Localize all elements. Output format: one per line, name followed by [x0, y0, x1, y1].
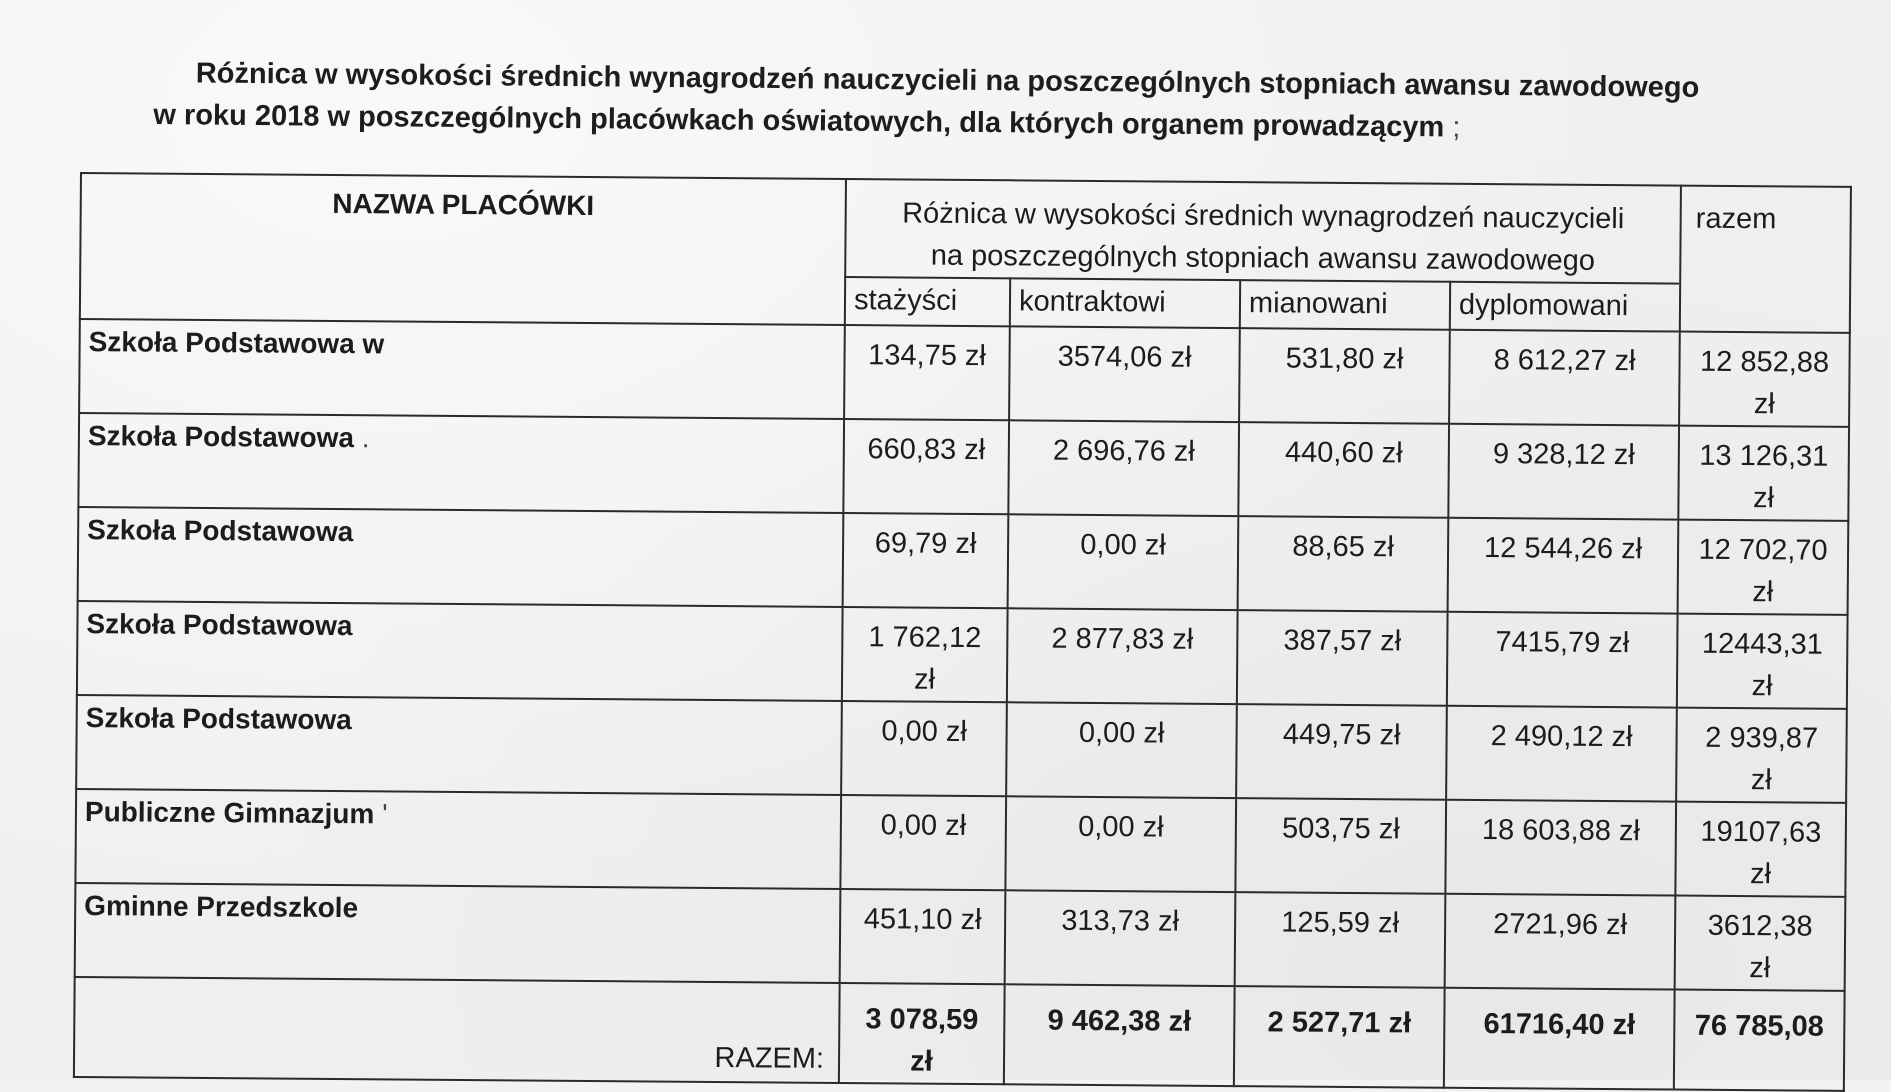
value-stazysci-amount: 1 762,12	[868, 621, 982, 655]
institution-name	[78, 413, 844, 513]
total-stazysci-amount: 3 078,59	[865, 1003, 979, 1037]
header-group	[845, 179, 1681, 284]
institution-name	[75, 789, 841, 889]
institution-name-text: Szkoła Podstawowa	[87, 420, 355, 454]
table-row	[76, 695, 1847, 803]
value-razem-currency: zł	[1749, 952, 1771, 985]
document-title	[149, 52, 1790, 152]
total-razem: 76 785,08	[1674, 990, 1845, 1091]
value-dyplomowani: 2 490,12 zł	[1446, 706, 1677, 802]
value-dyplomowani: 7415,79 zł	[1447, 612, 1678, 708]
title-line-2-text: w roku 2018 w poszczególnych placówkach oświatowych, dla których organem prowadzącym	[153, 99, 1445, 144]
value-razem	[1675, 802, 1846, 897]
header-razem: razem	[1680, 186, 1851, 333]
institution-name-mark: '	[382, 798, 388, 830]
value-razem-amount: 12 702,70	[1698, 533, 1828, 567]
value-razem-amount: 19107,63	[1700, 815, 1822, 849]
value-kontraktowi: 0,00 zł	[1005, 796, 1236, 892]
table-row	[78, 507, 1849, 615]
header-group-line-2: na poszczególnych stopniach awansu zawodowego	[930, 239, 1596, 277]
value-razem	[1678, 426, 1849, 521]
value-mianowani: 387,57 zł	[1237, 610, 1448, 706]
value-dyplomowani: 2721,96 zł	[1445, 894, 1676, 990]
value-mianowani: 449,75 zł	[1236, 704, 1447, 800]
value-razem	[1675, 896, 1846, 991]
institution-name: Gminne Przedszkole	[75, 883, 841, 983]
value-razem-currency: zł	[1749, 858, 1772, 891]
table-row	[79, 319, 1850, 427]
title-line-1: Różnica w wysokości średnich wynagrodzeń nauczycieli na poszczególnych stopniach awansu zawodowego	[195, 57, 1700, 104]
header-kontraktowi: kontraktowi	[1010, 278, 1240, 328]
header-mianowani: mianowani	[1240, 280, 1450, 330]
institution-name: Szkoła Podstawowa	[77, 601, 843, 701]
table-row	[75, 883, 1846, 991]
value-dyplomowani: 18 603,88 zł	[1445, 800, 1676, 896]
value-mianowani: 88,65 zł	[1238, 516, 1449, 612]
value-mianowani: 125,59 zł	[1235, 892, 1446, 988]
value-kontraktowi: 3574,06 zł	[1009, 326, 1240, 422]
value-razem-amount: 2 939,87	[1705, 721, 1819, 755]
value-razem-currency: zł	[1751, 670, 1773, 703]
table-row	[77, 601, 1848, 709]
header-institution-name: NAZWA PLACÓWKI	[80, 173, 846, 325]
value-razem-currency: zł	[1752, 576, 1774, 609]
header-dyplomowani: dyplomowani	[1450, 282, 1680, 332]
value-razem-amount: 13 126,31	[1699, 439, 1829, 473]
value-razem	[1679, 332, 1850, 427]
value-razem	[1677, 614, 1848, 709]
institution-name: Szkoła Podstawowa w	[79, 319, 845, 419]
value-stazysci: 451,10 zł	[840, 889, 1006, 984]
title-line-2-mark: ;	[1452, 111, 1461, 144]
totals-label: RAZEM:	[74, 977, 840, 1083]
value-kontraktowi: 2 696,76 zł	[1008, 420, 1239, 516]
header-stazysci: stażyści	[845, 277, 1010, 326]
total-stazysci-currency: zł	[910, 1045, 933, 1078]
value-dyplomowani: 8 612,27 zł	[1449, 330, 1680, 426]
value-kontraktowi: 0,00 zł	[1006, 702, 1237, 798]
value-stazysci-currency: zł	[913, 663, 936, 696]
table-header-row	[80, 173, 1851, 285]
value-razem-amount: 3612,38	[1707, 909, 1813, 943]
value-kontraktowi: 2 877,83 zł	[1007, 608, 1238, 704]
table-row	[78, 413, 1849, 521]
value-razem-currency: zł	[1750, 764, 1772, 797]
value-stazysci: 0,00 zł	[841, 701, 1007, 796]
value-mianowani: 503,75 zł	[1235, 798, 1446, 894]
value-stazysci: 69,79 zł	[843, 513, 1009, 608]
total-stazysci	[839, 983, 1005, 1084]
value-razem-currency: zł	[1753, 388, 1775, 421]
table-row	[75, 789, 1846, 897]
value-dyplomowani: 9 328,12 zł	[1448, 424, 1679, 520]
value-razem	[1678, 520, 1849, 615]
value-razem-currency: zł	[1752, 482, 1775, 515]
value-mianowani: 531,80 zł	[1239, 328, 1450, 424]
value-stazysci: 660,83 zł	[843, 419, 1009, 514]
value-razem	[1676, 708, 1847, 803]
value-kontraktowi: 313,73 zł	[1005, 890, 1236, 986]
institution-name: Szkoła Podstawowa	[78, 507, 844, 607]
value-mianowani: 440,60 zł	[1238, 422, 1449, 518]
value-kontraktowi: 0,00 zł	[1008, 514, 1239, 610]
institution-name: Szkoła Podstawowa	[76, 695, 842, 795]
header-group-line-1: Różnica w wysokości średnich wynagrodzeń nauczycieli	[902, 197, 1625, 236]
total-mianowani: 2 527,71 zł	[1234, 986, 1445, 1088]
total-kontraktowi: 9 462,38 zł	[1004, 984, 1235, 1086]
value-razem-amount: 12443,31	[1701, 627, 1823, 661]
value-dyplomowani: 12 544,26 zł	[1448, 518, 1679, 614]
institution-name-text: Publiczne Gimnazjum	[84, 796, 375, 830]
value-razem-amount: 12 852,88	[1699, 345, 1830, 379]
value-stazysci: 0,00 zł	[840, 795, 1006, 890]
totals-row	[74, 977, 1845, 1091]
value-stazysci: 134,75 zł	[844, 325, 1010, 420]
total-dyplomowani: 61716,40 zł	[1444, 988, 1675, 1090]
salary-difference-table	[73, 172, 1850, 1092]
value-stazysci	[842, 607, 1008, 702]
institution-name-mark: .	[361, 422, 370, 454]
